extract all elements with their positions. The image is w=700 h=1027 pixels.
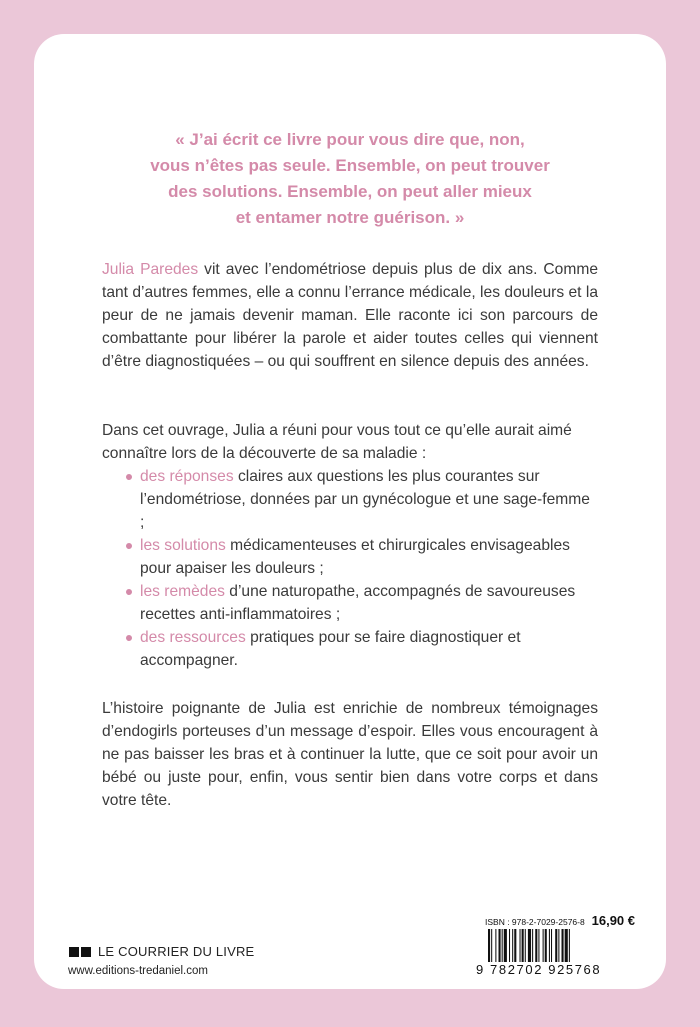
- barcode-bar: [535, 929, 537, 962]
- author-name: Julia Paredes: [102, 261, 199, 278]
- barcode-bar: [551, 929, 552, 962]
- item-highlight: les remèdes: [140, 583, 225, 600]
- closing-paragraph: L’histoire poignante de Julia est enrichie de nombreux témoignages d’endogirls porteuses d’un message d’espoir. Elles vous encouragent à ne pas baisser les bras et à continuer la lutte, que ce soit pour avoir un bébé ou juste pour, enfin, vous sentir bien dans votre corps et dans votre tête.: [102, 700, 598, 809]
- item-highlight: des ressources: [140, 629, 246, 646]
- quote-line-3: des solutions. Ensemble, on peut aller mieux: [168, 182, 532, 201]
- barcode-icon: [488, 929, 628, 962]
- pull-quote: [120, 127, 580, 231]
- item-highlight: des réponses: [140, 468, 234, 485]
- barcode-bar: [514, 929, 516, 962]
- list-item: [126, 465, 596, 534]
- item-text: médicamenteuses et chirurgicales envisageables pour apaiser les douleurs ;: [140, 537, 570, 577]
- publisher-block: [68, 944, 254, 977]
- quote-line-1: « J’ai écrit ce livre pour vous dire que, non,: [175, 130, 525, 149]
- bullet-icon: [126, 474, 132, 480]
- bullet-icon: [126, 635, 132, 641]
- barcode-bar: [558, 929, 559, 962]
- item-text: claires aux questions les plus courantes sur l’endométriose, données par un gynécologue et une sage-femme ;: [140, 468, 590, 531]
- list-item: [126, 580, 596, 626]
- barcode-bar: [525, 929, 526, 962]
- barcode-bar: [509, 929, 510, 962]
- item-highlight: les solutions: [140, 537, 226, 554]
- publisher-url: www.editions-tredaniel.com: [68, 965, 208, 977]
- bullet-icon: [126, 543, 132, 549]
- quote-line-2: vous n’êtes pas seule. Ensemble, on peut trouver: [150, 156, 550, 175]
- bullet-icon: [126, 589, 132, 595]
- barcode-bar: [569, 929, 570, 962]
- barcode-bar: [555, 929, 557, 962]
- contents-lead: Dans cet ouvrage, Julia a réuni pour vous tout ce qu’elle aurait aimé connaître lors de la découverte de sa maladie :: [102, 422, 572, 462]
- barcode-bar: [565, 929, 568, 962]
- barcode-bar: [538, 929, 539, 962]
- barcode-bar: [502, 929, 503, 962]
- barcode-bar: [543, 929, 544, 962]
- barcode-bar: [532, 929, 533, 962]
- barcode-bar: [528, 929, 531, 962]
- intro-text: vit avec l’endométriose depuis plus de dix ans. Comme tant d’autres femmes, elle a connu l’errance médicale, les douleurs et la peur de ne jamais devenir maman. Elle raconte ici son parcours de combattante pour libérer la parole et aider toutes celles qui viennent d’être diagnostiquées – ou qui souffrent en silence depuis des années.: [102, 261, 598, 370]
- list-item: [126, 626, 596, 672]
- barcode-bar: [491, 929, 492, 962]
- barcode-bar: [504, 929, 507, 962]
- barcode-digits: 9 782702 925768: [476, 962, 602, 977]
- barcode-bar: [520, 929, 521, 962]
- barcode-bar: [499, 929, 501, 962]
- publisher-logo: [68, 944, 254, 959]
- publisher-name: LE COURRIER DU LIVRE: [98, 944, 255, 959]
- intro-paragraph: [102, 258, 598, 373]
- open-book-icon: [68, 946, 92, 958]
- barcode-bar: [562, 929, 564, 962]
- contents-list: [126, 465, 596, 672]
- list-item: [126, 534, 596, 580]
- item-text: pratiques pour se faire diagnostiquer et accompagner.: [140, 629, 521, 669]
- quote-line-4: et entamer notre guérison. »: [235, 208, 465, 227]
- barcode-bar: [512, 929, 513, 962]
- isbn-label: ISBN : 978-2-7029-2576-8: [485, 917, 585, 927]
- isbn-block: [485, 913, 635, 928]
- price: 16,90 €: [591, 913, 635, 928]
- barcode-bar: [545, 929, 547, 962]
- barcode-bar: [488, 929, 490, 962]
- barcode-bar: [495, 929, 496, 962]
- item-text: d’une naturopathe, accompagnés de savoureuses recettes anti-inflammatoires ;: [140, 583, 576, 623]
- barcode-bar: [522, 929, 524, 962]
- barcode-bar: [549, 929, 550, 962]
